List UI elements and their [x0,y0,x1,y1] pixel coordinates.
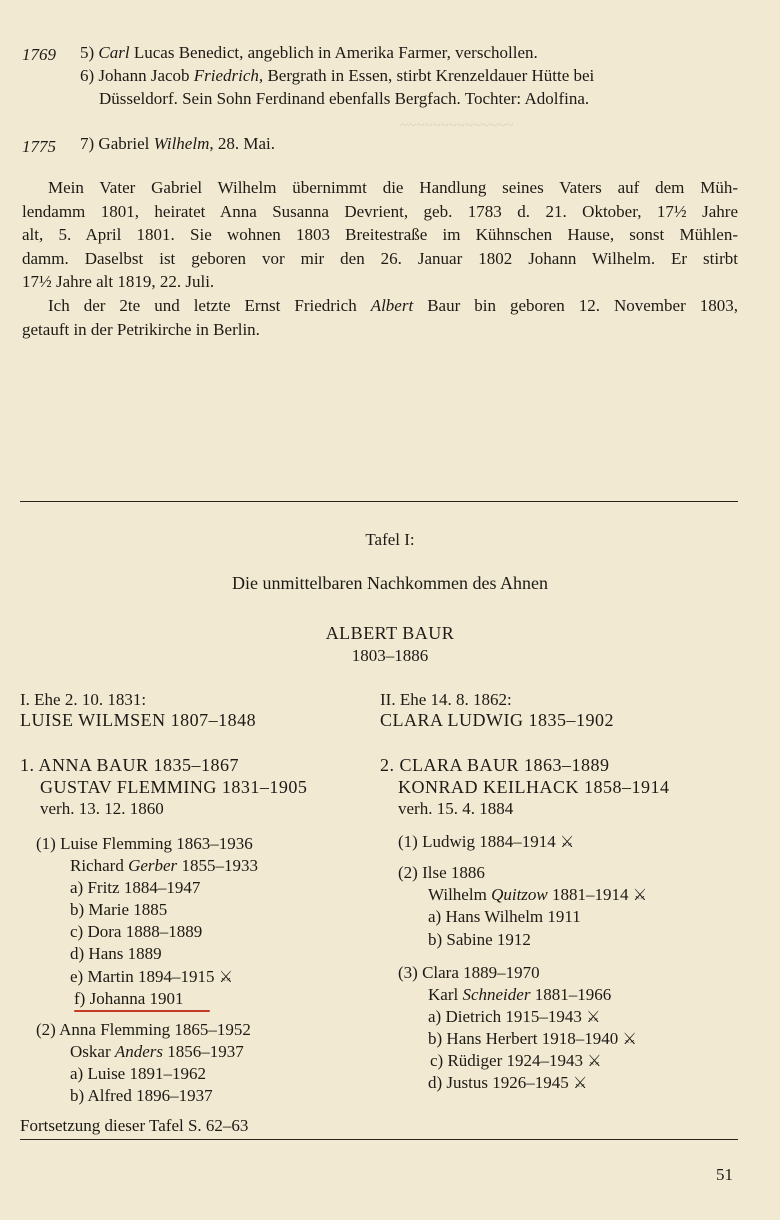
great-grandchild: a) Hans Wilhelm 1911 [428,907,581,926]
bleed-through: ~~~~~~~~~~~~~~ [400,118,514,134]
ancestor-name: ALBERT BAUR [325,623,455,643]
paragraph-text: Baur bin geboren 12. November 1803, [413,296,738,315]
paragraph-text: Ich der 2te und letzte Ernst Friedrich [48,296,371,315]
child-2-name: 2. CLARA BAUR 1863–1889 [380,755,610,775]
fallen-icon: ⚔ [572,1075,588,1092]
great-grandchild: a) Luise 1891–1962 [70,1064,206,1083]
fallen-icon: ⚔ [559,834,575,851]
first-marriage: I. Ehe 2. 10. 1831: [20,690,147,709]
first-spouse: LUISE WILMSEN 1807–1848 [20,710,257,730]
great-grandchild-fallen [70,966,233,989]
child-1-spouse: GUSTAV FLEMMING 1831–1905 [40,777,308,797]
great-grandchild-label: a) Dietrich 1915–1943 [428,1007,582,1026]
spouse-name: Oskar [70,1042,115,1061]
great-grandchild-johanna: f) Johanna 1901 [74,989,184,1008]
surname: Anders [114,1042,164,1061]
grandchild-clara: (3) Clara 1889–1970 [398,963,540,982]
fallen-icon: ⚔ [632,887,648,904]
child-2-spouse: KONRAD KEILHACK 1858–1914 [398,777,670,797]
grandchild-luise: (1) Luise Flemming 1863–1936 [36,834,253,853]
great-grandchild-label: d) Justus 1926–1945 [428,1073,569,1092]
paragraph-line: damm. Daselbst ist geboren vor mir den 26. Januar 1802 Johann Wilhelm. Er stirbt [22,248,738,268]
paragraph-self [22,294,738,341]
tafel-label: Tafel I: [365,530,415,549]
entry-text: Lucas Benedict, angeblich in Amerika Farmer, verschollen. [129,43,538,62]
spouse-name: Wilhelm [428,885,492,904]
grandchild-ilse-spouse [428,884,647,907]
great-grandchild: b) Marie 1885 [70,900,168,919]
paragraph-father [22,176,738,294]
surname: Quitzow [491,885,548,904]
child-1-name: 1. ANNA BAUR 1835–1867 [20,755,240,775]
paragraph-line [22,294,738,318]
great-grandchild-label: e) Martin 1894–1915 [70,967,215,986]
year-1775: 1775 [22,137,56,156]
entry-text: 28. Mai. [213,134,275,153]
entry-7 [80,133,275,155]
spouse-dates: 1881–1914 [547,885,629,904]
great-grandchild: d) Hans 1889 [70,944,162,963]
red-pen-underline [74,1010,210,1012]
tafel-subtitle: Die unmittelbaren Nachkommen des Ahnen [232,573,548,593]
grandchild-luise-spouse [70,855,258,877]
great-grandchild-label: c) Rüdiger 1924–1943 [430,1051,583,1070]
grandchild-label: (1) Ludwig 1884–1914 [398,832,556,851]
great-grandchild-fallen [430,1050,602,1073]
spouse-dates: 1881–1966 [530,985,612,1004]
entry-text: 7) Gabriel [80,134,154,153]
year-1769: 1769 [22,45,56,64]
section-divider [20,501,738,502]
given-name: Wilhelm, [153,134,214,153]
grandchild-ludwig [398,831,574,854]
table-bottom-rule [20,1139,738,1140]
paragraph-line: getauft in der Petrikirche in Berlin. [22,319,260,339]
continuation-note: Fortsetzung dieser Tafel S. 62–63 [20,1116,249,1135]
great-grandchild-fallen [428,1072,587,1095]
fallen-icon: ⚔ [218,969,234,986]
spouse-dates: 1855–1933 [177,856,258,875]
second-marriage: II. Ehe 14. 8. 1862: [380,690,512,709]
paragraph-line: 17½ Jahre alt 1819, 22. Juli. [22,272,215,291]
spouse-dates: 1856–1937 [163,1042,244,1061]
entry-6-line-1 [80,65,594,87]
great-grandchild: a) Fritz 1884–1947 [70,878,201,897]
great-grandchild: b) Sabine 1912 [428,930,531,949]
great-grandchild: b) Alfred 1896–1937 [70,1086,213,1105]
grandchild-anna: (2) Anna Flemming 1865–1952 [36,1020,251,1039]
grandchild-clara-spouse [428,984,611,1006]
spouse-name: Richard [70,856,129,875]
surname: Schneider [462,985,531,1004]
child-2-marriage-date: verh. 15. 4. 1884 [398,799,514,818]
grandchild-ilse: (2) Ilse 1886 [398,863,485,882]
entry-5 [80,42,538,64]
fallen-icon: ⚔ [586,1009,601,1026]
great-grandchild-label: b) Hans Herbert 1918–1940 [428,1029,619,1048]
paragraph-line: lendamm 1801, heiratet Anna Susanna Devrient, geb. 1783 d. 21. Oktober, 17½ Jahre [22,201,738,221]
paragraph-line: Mein Vater Gabriel Wilhelm übernimmt die Handlung seines Vaters auf dem Müh- [48,178,738,197]
entry-number: 5) [80,43,95,62]
fallen-icon: ⚔ [587,1053,602,1070]
fallen-icon: ⚔ [622,1031,637,1048]
page-number: 51 [716,1165,733,1184]
surname: Gerber [128,856,178,875]
given-name: Carl [98,43,130,62]
entry-text: 6) Johann Jacob [80,66,194,85]
paragraph-line: alt, 5. April 1801. Sie wohnen 1803 Breitestraße im Kühnschen Hause, sonst Mühlen- [22,225,738,244]
entry-6-line-2: Düsseldorf. Sein Sohn Ferdinand ebenfalls Bergfach. Tochter: Adolfina. [99,89,590,108]
great-grandchild-fallen [428,1028,637,1051]
great-grandchild: c) Dora 1888–1889 [70,922,203,941]
child-1-marriage-date: verh. 13. 12. 1860 [40,799,164,818]
grandchild-anna-spouse [70,1041,244,1063]
given-name: Friedrich, [193,66,264,85]
entry-text: Bergrath in Essen, stirbt Krenzeldauer Hütte bei [263,66,595,85]
great-grandchild-fallen [428,1006,601,1029]
ancestor-dates: 1803–1886 [351,646,429,665]
given-name: Albert [370,296,414,315]
spouse-name: Karl [428,985,463,1004]
second-spouse: CLARA LUDWIG 1835–1902 [380,710,614,730]
